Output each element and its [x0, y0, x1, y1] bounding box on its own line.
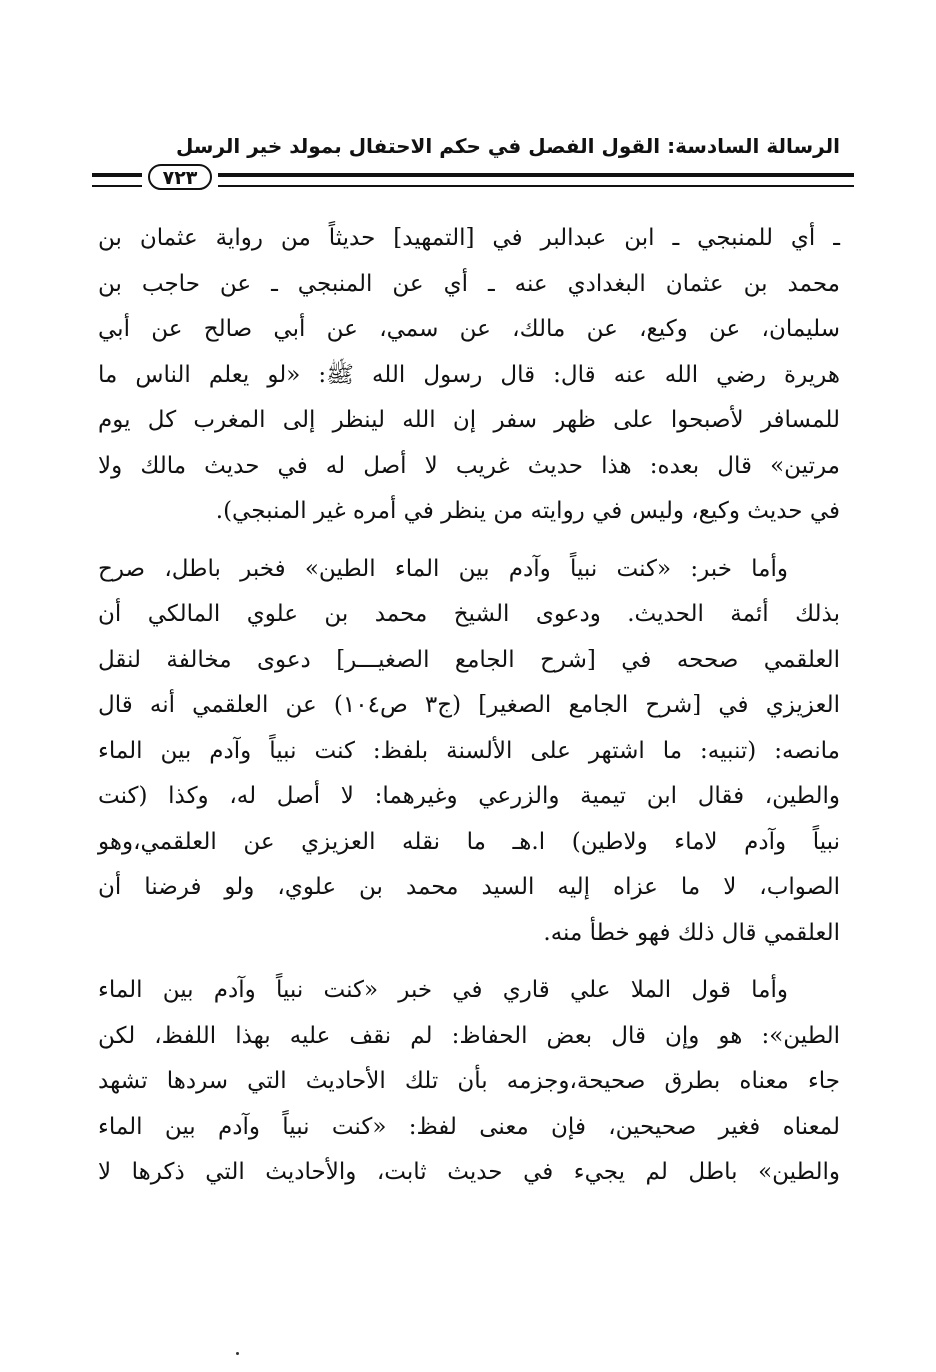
text-line: نبياً وآدم لاماء ولاطين) ا.هـ ما نقله العزيزي عن العلقمي،وهو [98, 828, 840, 855]
text-line: العلقمي قال ذلك فهو خطأ منه. [543, 919, 840, 946]
text-line: الصواب، لا ما عزاه إليه السيد محمد بن علوي، ولو فرضنا أن [98, 874, 840, 900]
text-line: والطين» باطل لم يجيء في حديث ثابت، والأحاديث التي ذكرها لا [98, 1159, 840, 1185]
text-line: بذلك أئمة الحديث. ودعوى الشيخ محمد بن علوي المالكي أن [98, 601, 840, 627]
text-line: سليمان، عن وكيع، عن مالك، عن سمي، عن أبي صالح عن أبي [98, 316, 840, 342]
body-text [98, 216, 840, 1208]
text-line: والطين، فقال ابن تيمية والزرعي وغيرهما: لا أصل له، وكذا (كنت [98, 783, 840, 809]
scan-speck [236, 1352, 239, 1355]
text-line: محمد بن عثمان البغدادي عنه ـ أي عن المنبجي ـ عن حاجب بن [98, 270, 840, 297]
text-line: وأما خبر: «كنت نبياً وآدم بين الماء الطين» فخبر باطل، صرح [98, 555, 788, 582]
running-header: الرسالة السادسة: القول الفصل في حكم الاحتفال بمولد خير الرسل [175, 134, 840, 158]
header-rule [92, 166, 854, 192]
header-rule-left [92, 173, 142, 187]
text-line: للمسافر لأصبحوا على ظهر سفر إن الله لينظر إلى المغرب كل يوم [98, 407, 840, 433]
page-number: ٧٢٣ [148, 164, 212, 190]
paragraph-2 [98, 547, 840, 957]
text-line: العزيزي في [شرح الجامع الصغير] (ج٣ ص١٠٤) عن العلقمي أنه قال [98, 692, 840, 718]
text-line: مانصه: (تنبيه: ما اشتهر على الألسنة بلفظ: كنت نبياً وآدم بين الماء [98, 737, 840, 764]
header-rule-right [218, 173, 854, 187]
text-line: جاء معناه بطرق صحيحة،وجزمه بأن تلك الأحاديث التي سردها تشهد [98, 1068, 840, 1094]
text-line: العلقمي صححه في [شرح الجامع الصغيـــر] دعوى مخالفة لنقل [98, 646, 840, 673]
text-line: مرتين» قال بعده: هذا حديث غريب لا أصل له في حديث مالك ولا [98, 452, 840, 479]
paragraph-3 [98, 968, 840, 1196]
text-line: وأما قول الملا علي قاري في خبر «كنت نبياً وآدم بين الماء [98, 977, 788, 1003]
text-line: هريرة رضي الله عنه قال: قال رسول الله ﷺ: «لو يعلم الناس ما [98, 361, 840, 388]
paragraph-1 [98, 216, 840, 535]
text-line: الطين»: هو وإن قال بعض الحفاظ: لم نقف عليه بهذا اللفظ، لكن [98, 1022, 840, 1049]
text-line: في حديث وكيع، وليس في روايته من ينظر في أمره غير المنبجي). [215, 498, 840, 524]
text-line: ـ أي للمنبجي ـ ابن عبدالبر في [التمهيد] حديثاً من رواية عثمان بن [98, 225, 840, 251]
text-line: لمعناه فغير صحيحين، فإن معنى لفظ: «كنت نبياً وآدم بين الماء [98, 1113, 840, 1140]
